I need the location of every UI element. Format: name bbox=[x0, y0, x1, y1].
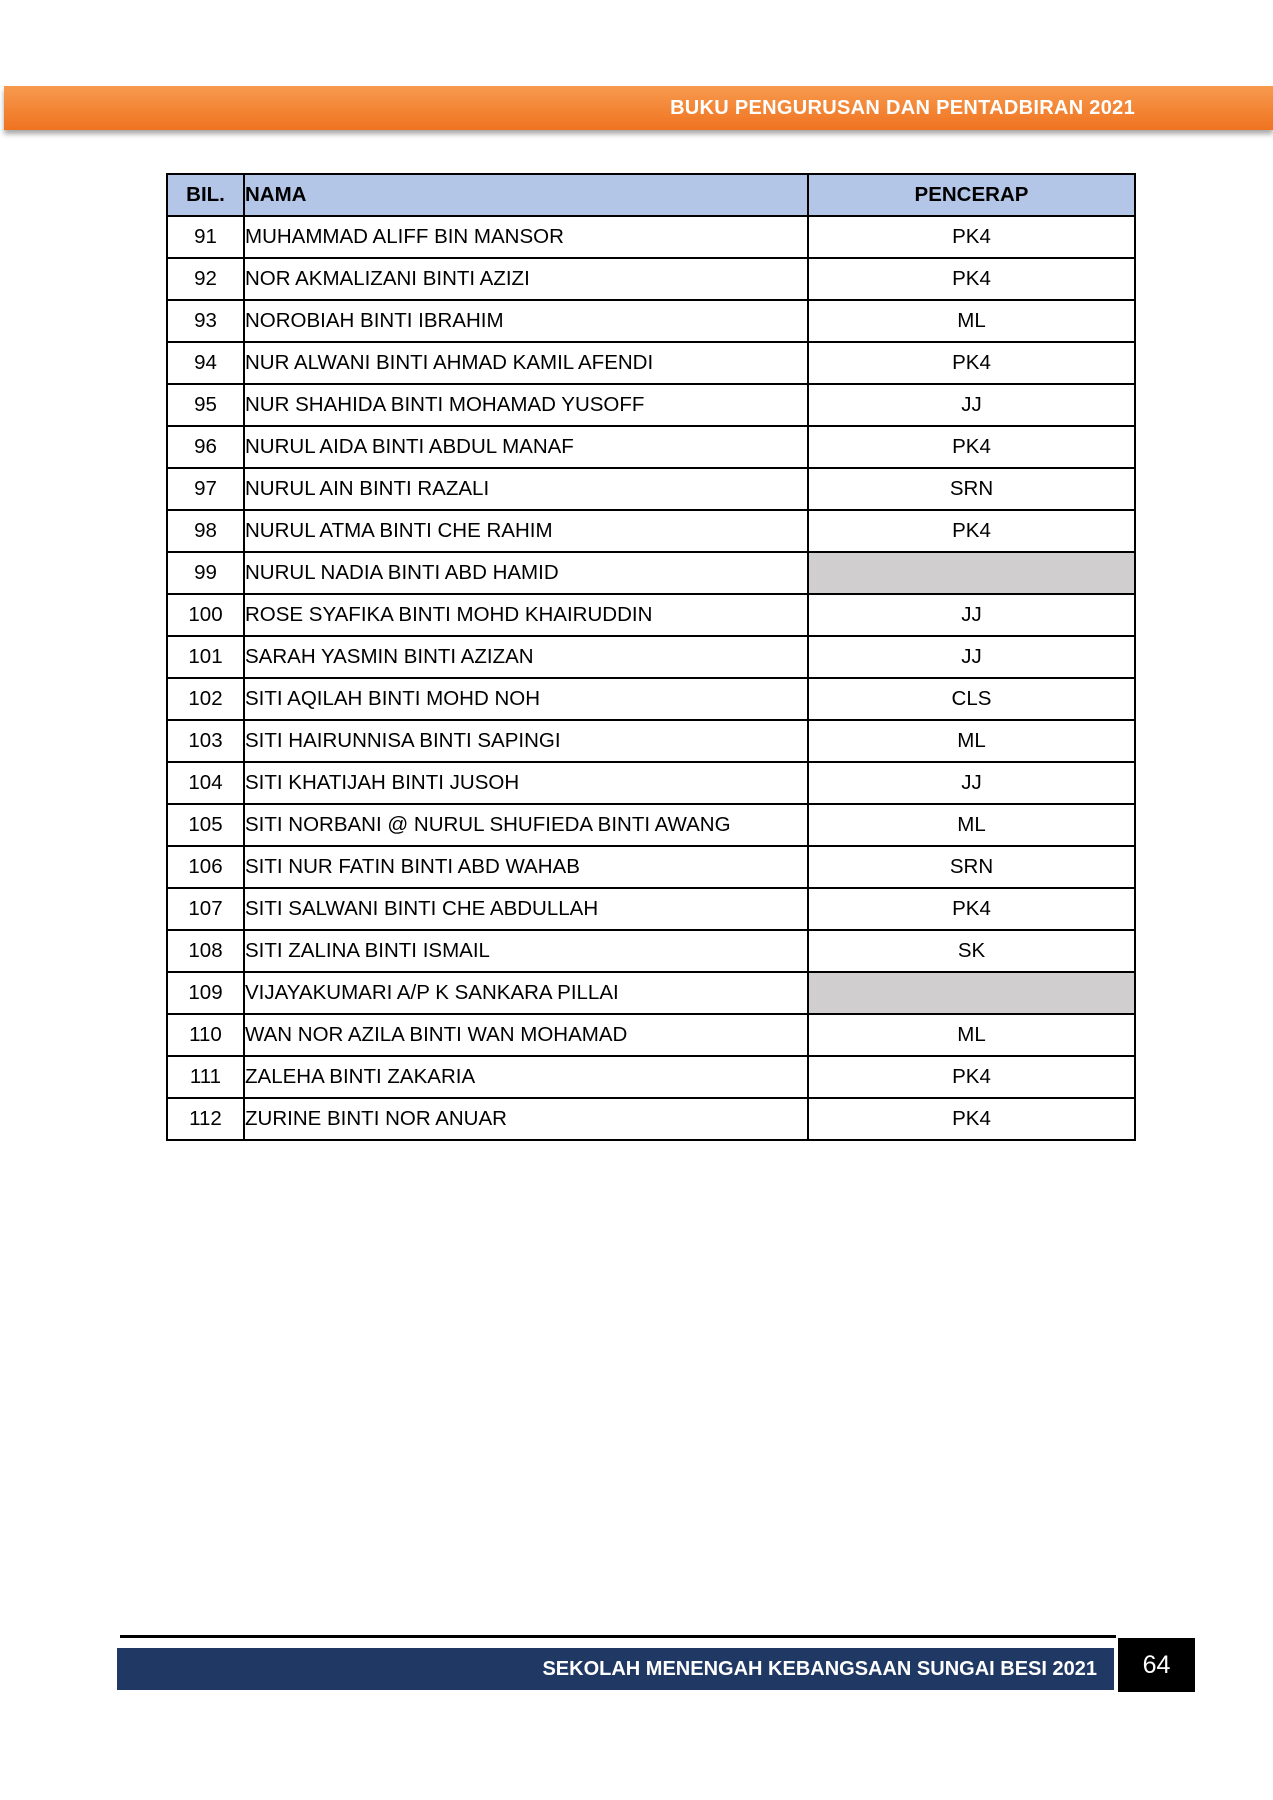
cell-bil: 100 bbox=[167, 594, 244, 636]
cell-pencerap: PK4 bbox=[808, 216, 1135, 258]
cell-bil: 108 bbox=[167, 930, 244, 972]
table-row bbox=[167, 342, 1135, 384]
cell-pencerap: PK4 bbox=[808, 510, 1135, 552]
cell-nama: WAN NOR AZILA BINTI WAN MOHAMAD bbox=[244, 1014, 808, 1056]
cell-pencerap bbox=[808, 552, 1135, 594]
table-row bbox=[167, 888, 1135, 930]
table-row bbox=[167, 636, 1135, 678]
footer-divider bbox=[120, 1635, 1116, 1638]
table-row bbox=[167, 1056, 1135, 1098]
table-row bbox=[167, 216, 1135, 258]
cell-nama: SITI KHATIJAH BINTI JUSOH bbox=[244, 762, 808, 804]
cell-bil: 111 bbox=[167, 1056, 244, 1098]
table-row bbox=[167, 972, 1135, 1014]
cell-nama: ZURINE BINTI NOR ANUAR bbox=[244, 1098, 808, 1140]
table-row bbox=[167, 1098, 1135, 1140]
cell-bil: 96 bbox=[167, 426, 244, 468]
table-row bbox=[167, 678, 1135, 720]
cell-bil: 98 bbox=[167, 510, 244, 552]
cell-pencerap: PK4 bbox=[808, 342, 1135, 384]
cell-bil: 91 bbox=[167, 216, 244, 258]
cell-nama: MUHAMMAD ALIFF BIN MANSOR bbox=[244, 216, 808, 258]
column-header-bil: BIL. bbox=[167, 174, 244, 216]
cell-bil: 95 bbox=[167, 384, 244, 426]
table-row bbox=[167, 846, 1135, 888]
table-row bbox=[167, 1014, 1135, 1056]
cell-bil: 101 bbox=[167, 636, 244, 678]
document-title: BUKU PENGURUSAN DAN PENTADBIRAN 2021 bbox=[670, 97, 1135, 119]
cell-pencerap: SRN bbox=[808, 846, 1135, 888]
table-header-row bbox=[167, 174, 1135, 216]
cell-bil: 94 bbox=[167, 342, 244, 384]
cell-bil: 112 bbox=[167, 1098, 244, 1140]
pencerap-table bbox=[166, 173, 1136, 1141]
cell-nama: NUR SHAHIDA BINTI MOHAMAD YUSOFF bbox=[244, 384, 808, 426]
table-row bbox=[167, 930, 1135, 972]
cell-nama: SITI SALWANI BINTI CHE ABDULLAH bbox=[244, 888, 808, 930]
cell-bil: 103 bbox=[167, 720, 244, 762]
cell-bil: 102 bbox=[167, 678, 244, 720]
cell-bil: 107 bbox=[167, 888, 244, 930]
cell-nama: SITI ZALINA BINTI ISMAIL bbox=[244, 930, 808, 972]
cell-nama: NOROBIAH BINTI IBRAHIM bbox=[244, 300, 808, 342]
cell-nama: SITI NUR FATIN BINTI ABD WAHAB bbox=[244, 846, 808, 888]
cell-nama: NURUL ATMA BINTI CHE RAHIM bbox=[244, 510, 808, 552]
table-row bbox=[167, 426, 1135, 468]
cell-bil: 105 bbox=[167, 804, 244, 846]
table-row bbox=[167, 762, 1135, 804]
cell-pencerap: ML bbox=[808, 720, 1135, 762]
cell-nama: NUR ALWANI BINTI AHMAD KAMIL AFENDI bbox=[244, 342, 808, 384]
cell-pencerap: SK bbox=[808, 930, 1135, 972]
cell-bil: 104 bbox=[167, 762, 244, 804]
table-row bbox=[167, 594, 1135, 636]
table-row bbox=[167, 258, 1135, 300]
table-row bbox=[167, 552, 1135, 594]
table-row bbox=[167, 720, 1135, 762]
cell-nama: NURUL AIDA BINTI ABDUL MANAF bbox=[244, 426, 808, 468]
cell-nama: NURUL AIN BINTI RAZALI bbox=[244, 468, 808, 510]
cell-nama: SITI HAIRUNNISA BINTI SAPINGI bbox=[244, 720, 808, 762]
footer-bar bbox=[117, 1648, 1114, 1690]
cell-pencerap: PK4 bbox=[808, 258, 1135, 300]
header-bar bbox=[4, 86, 1273, 130]
table-row bbox=[167, 804, 1135, 846]
cell-bil: 97 bbox=[167, 468, 244, 510]
cell-pencerap: JJ bbox=[808, 384, 1135, 426]
column-header-pencerap: PENCERAP bbox=[808, 174, 1135, 216]
cell-nama: SARAH YASMIN BINTI AZIZAN bbox=[244, 636, 808, 678]
cell-pencerap: JJ bbox=[808, 762, 1135, 804]
cell-nama: SITI AQILAH BINTI MOHD NOH bbox=[244, 678, 808, 720]
cell-pencerap: ML bbox=[808, 1014, 1135, 1056]
cell-bil: 93 bbox=[167, 300, 244, 342]
cell-nama: SITI NORBANI @ NURUL SHUFIEDA BINTI AWANG bbox=[244, 804, 808, 846]
cell-pencerap: JJ bbox=[808, 594, 1135, 636]
cell-bil: 106 bbox=[167, 846, 244, 888]
cell-bil: 92 bbox=[167, 258, 244, 300]
cell-nama: VIJAYAKUMARI A/P K SANKARA PILLAI bbox=[244, 972, 808, 1014]
column-header-nama: NAMA bbox=[244, 174, 808, 216]
cell-pencerap: JJ bbox=[808, 636, 1135, 678]
table-row bbox=[167, 300, 1135, 342]
cell-nama: NOR AKMALIZANI BINTI AZIZI bbox=[244, 258, 808, 300]
cell-pencerap: PK4 bbox=[808, 1056, 1135, 1098]
cell-pencerap: PK4 bbox=[808, 426, 1135, 468]
cell-pencerap bbox=[808, 972, 1135, 1014]
cell-nama: ZALEHA BINTI ZAKARIA bbox=[244, 1056, 808, 1098]
page-number: 64 bbox=[1118, 1638, 1195, 1692]
footer-school-name: SEKOLAH MENENGAH KEBANGSAAN SUNGAI BESI 2021 bbox=[542, 1658, 1097, 1680]
cell-bil: 109 bbox=[167, 972, 244, 1014]
cell-pencerap: PK4 bbox=[808, 1098, 1135, 1140]
cell-nama: NURUL NADIA BINTI ABD HAMID bbox=[244, 552, 808, 594]
table-row bbox=[167, 510, 1135, 552]
cell-nama: ROSE SYAFIKA BINTI MOHD KHAIRUDDIN bbox=[244, 594, 808, 636]
cell-pencerap: CLS bbox=[808, 678, 1135, 720]
table-row bbox=[167, 384, 1135, 426]
cell-bil: 110 bbox=[167, 1014, 244, 1056]
cell-bil: 99 bbox=[167, 552, 244, 594]
cell-pencerap: SRN bbox=[808, 468, 1135, 510]
cell-pencerap: ML bbox=[808, 300, 1135, 342]
cell-pencerap: ML bbox=[808, 804, 1135, 846]
cell-pencerap: PK4 bbox=[808, 888, 1135, 930]
table-row bbox=[167, 468, 1135, 510]
